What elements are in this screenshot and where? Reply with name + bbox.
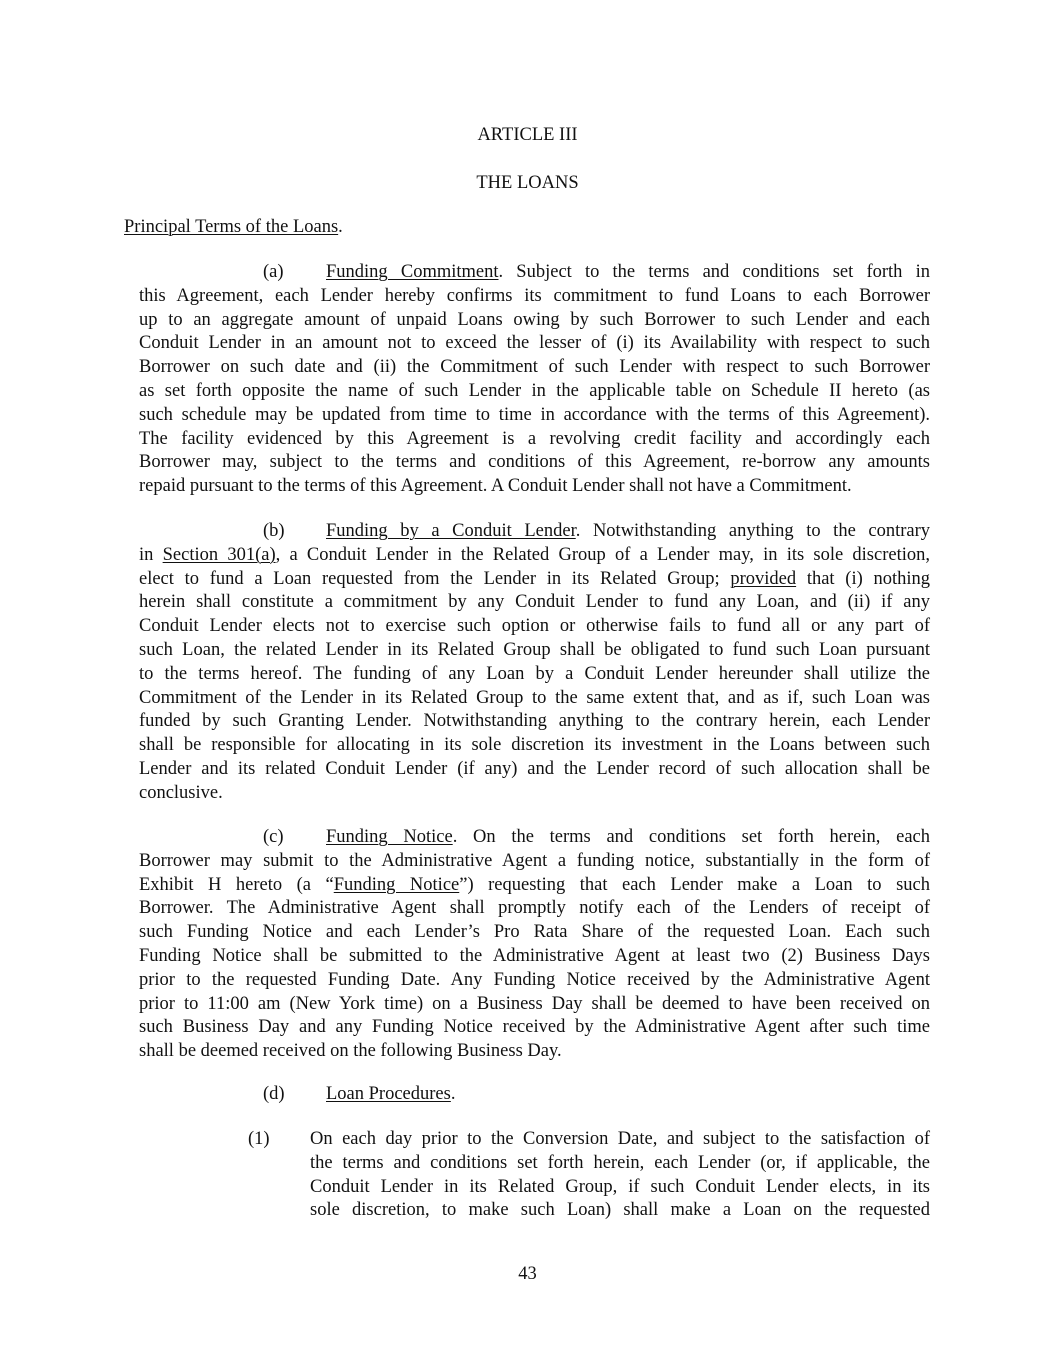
- text-line: [139, 874, 930, 898]
- text-line: [139, 1016, 930, 1040]
- text-segment: in: [139, 544, 163, 565]
- section-title-suffix: .: [338, 217, 343, 237]
- item-1-label: (1): [248, 1129, 270, 1149]
- paragraph-first-line: [139, 826, 930, 850]
- text-line: sole discretion, to make such Loan) shall make a Loan on the requested: [310, 1200, 930, 1221]
- paragraph-label: (c): [263, 827, 284, 847]
- text-segment: that (i) nothing: [796, 568, 930, 589]
- text-line: [139, 969, 930, 993]
- underlined-term: provided: [730, 568, 797, 589]
- text-segment: shall be deemed received on the following Business Day.: [139, 1041, 562, 1062]
- paragraph-d-suffix: .: [450, 1084, 456, 1104]
- text-line: [139, 615, 930, 639]
- text-segment: Borrower may submit to the Administrative Agent a funding notice, substantially in the form of: [139, 850, 930, 871]
- paragraph-label: (a): [263, 262, 284, 282]
- paragraph-first-line: [139, 520, 930, 544]
- paragraph-c: [139, 826, 930, 1064]
- text-line: [139, 850, 930, 874]
- text-segment: repaid pursuant to the terms of this Agreement. A Conduit Lender shall not have a Commitment.: [139, 476, 852, 497]
- text-segment: to the terms hereof. The funding of any Loan by a Conduit Lender hereunder shall utilize the: [139, 663, 930, 684]
- paragraph-heading-line: [326, 261, 930, 285]
- paragraph-d-title: Loan Procedures: [326, 1084, 451, 1104]
- text-segment: The facility evidenced by this Agreement is a revolving credit facility and accordingly each: [139, 428, 930, 449]
- text-segment: such Business Day and any Funding Notice received by the Administrative Agent after such time: [139, 1017, 930, 1038]
- text-line: [139, 404, 930, 428]
- text-line: [139, 475, 930, 499]
- paragraph-label: (b): [263, 521, 285, 541]
- text-line: [139, 687, 930, 711]
- text-segment: such schedule may be updated from time to time in accordance with the terms of this Agreement).: [139, 404, 930, 425]
- text-line: [139, 332, 930, 356]
- text-line: [139, 993, 930, 1017]
- text-segment: Conduit Lender elects not to exercise such option or otherwise fails to fund all or any part of: [139, 616, 930, 637]
- text-segment: prior to 11:00 am (New York time) on a Business Day shall be deemed to have been received on: [139, 993, 930, 1014]
- text-line: [139, 921, 930, 945]
- text-segment: Commitment of the Lender in its Related Group to the same extent that, and as if, such Loan was: [139, 687, 930, 708]
- text-segment: Borrower on such date and (ii) the Commitment of such Lender with respect to such Borrower: [139, 357, 930, 378]
- text-line: [139, 782, 930, 806]
- text-line: [139, 568, 930, 592]
- article-title: THE LOANS: [476, 173, 579, 193]
- text-line: [139, 451, 930, 475]
- text-segment: Lender and its related Conduit Lender (if any) and the Lender record of such allocation shall be: [139, 758, 930, 779]
- underlined-term: Funding by a Conduit Lender: [326, 521, 576, 541]
- text-line: [139, 285, 930, 309]
- text-line: [139, 309, 930, 333]
- paragraph-b: [139, 520, 930, 806]
- paragraph-heading-line: [326, 826, 930, 850]
- text-segment: , a Conduit Lender in the Related Group of a Lender may, in its sole discretion,: [275, 544, 930, 565]
- text-segment: shall be responsible for allocating in its sole discretion its investment in the Loans between such: [139, 735, 930, 756]
- paragraph-heading-line: [326, 520, 930, 544]
- page-number: 43: [518, 1264, 537, 1284]
- article-number: ARTICLE III: [477, 125, 578, 145]
- underlined-term: Funding Notice: [333, 874, 460, 895]
- text-segment: elect to fund a Loan requested from the Lender in its Related Group;: [139, 568, 731, 589]
- underlined-term: Section 301(a): [162, 544, 276, 565]
- text-segment: such Loan, the related Lender in its Related Group shall be obligated to fund such Loan pursuant: [139, 639, 930, 660]
- text-segment: Funding Notice shall be submitted to the Administrative Agent at least two (2) Business Days: [139, 945, 930, 966]
- text-line: [139, 945, 930, 969]
- text-segment: as set forth opposite the name of such Lender in the applicable table on Schedule II hereto (as: [139, 380, 930, 401]
- underlined-term: Funding Commitment: [326, 262, 499, 282]
- text-line: [139, 591, 930, 615]
- text-line: On each day prior to the Conversion Date, and subject to the satisfaction of: [310, 1129, 930, 1149]
- text-line: [139, 758, 930, 782]
- text-segment: prior to the requested Funding Date. Any Funding Notice received by the Administrative Agent: [139, 969, 930, 990]
- text-segment: funded by such Granting Lender. Notwithstanding anything to the contrary herein, each Lender: [139, 711, 930, 732]
- text-line: [139, 356, 930, 380]
- text-line: [139, 1040, 930, 1064]
- text-segment: . Notwithstanding anything to the contrary: [575, 521, 930, 541]
- text-line: [139, 639, 930, 663]
- text-line: [139, 710, 930, 734]
- text-line: Conduit Lender in its Related Group, if such Conduit Lender elects, in its: [310, 1176, 930, 1197]
- text-line: [139, 428, 930, 452]
- text-line: [139, 544, 930, 568]
- paragraph-d-heading: [326, 1084, 455, 1105]
- text-line: [139, 380, 930, 404]
- section-heading: [124, 217, 343, 238]
- text-segment: ”) requesting that each Lender make a Loan to such: [459, 874, 930, 895]
- text-line: [139, 663, 930, 687]
- paragraph-a: [139, 261, 930, 499]
- text-line: the terms and conditions set forth herein, each Lender (or, if applicable, the: [310, 1152, 930, 1173]
- item-1-text: [310, 1128, 930, 1223]
- section-title: Principal Terms of the Loans: [124, 217, 339, 237]
- underlined-term: Funding Notice: [326, 827, 453, 847]
- text-segment: . On the terms and conditions set forth herein, each: [452, 827, 930, 847]
- text-line: [139, 897, 930, 921]
- text-segment: Conduit Lender in an amount not to exceed the lesser of (i) its Availability with respect to such: [139, 333, 930, 354]
- text-segment: this Agreement, each Lender hereby confirms its commitment to fund Loans to each Borrower: [139, 285, 930, 306]
- text-segment: Exhibit H hereto (a “: [139, 874, 334, 895]
- text-segment: . Subject to the terms and conditions set forth in: [498, 262, 930, 282]
- text-line: [139, 734, 930, 758]
- text-segment: Borrower. The Administrative Agent shall promptly notify each of the Lenders of receipt of: [139, 898, 930, 919]
- text-segment: herein shall constitute a commitment by any Conduit Lender to fund any Loan, and (ii) if any: [139, 592, 930, 613]
- paragraph-d-label: (d): [263, 1084, 285, 1104]
- text-segment: such Funding Notice and each Lender’s Pro Rata Share of the requested Loan. Each such: [139, 922, 930, 943]
- text-segment: conclusive.: [139, 782, 223, 803]
- text-segment: Borrower may, subject to the terms and conditions of this Agreement, re-borrow any amounts: [139, 452, 930, 473]
- text-segment: up to an aggregate amount of unpaid Loans owing by such Borrower to such Lender and each: [139, 309, 930, 330]
- paragraph-first-line: [139, 261, 930, 285]
